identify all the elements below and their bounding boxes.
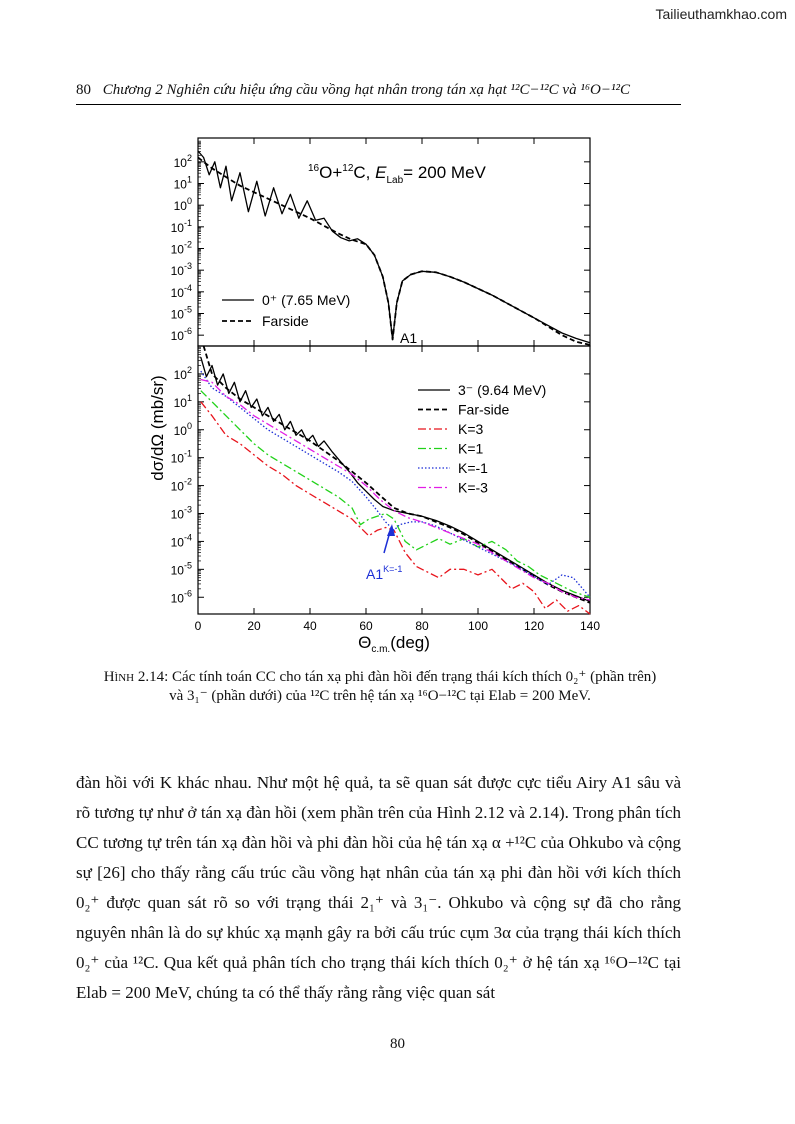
- top-panel-frame: [198, 138, 590, 346]
- x-tick-labels: [195, 619, 601, 633]
- bottom-legend-label: K=3: [458, 421, 484, 437]
- bottom-y-tick-label: $10^0$: [173, 420, 192, 438]
- running-head-rule: [76, 104, 681, 105]
- bottom-y-tick-label: $10^{-4}$: [170, 532, 192, 550]
- top-legend-label-farside: Farside: [262, 313, 309, 329]
- top-legend-label-0plus: 0⁺ (7.65 MeV): [262, 292, 351, 308]
- bottom-y-tick-label: $10^{-3}$: [170, 504, 192, 522]
- bottom-y-tick-label: $10^{-5}$: [170, 560, 192, 578]
- bottom-y-tick-label: $10^{-2}$: [170, 476, 192, 494]
- figure-caption: [100, 668, 660, 706]
- top-y-tick-label: $10^{-3}$: [170, 261, 192, 279]
- caption-label: Hình 2.14:: [103, 669, 169, 685]
- bottom-y-tick-label: $10^2$: [173, 364, 192, 382]
- top-y-tick-label: $10^{-5}$: [170, 304, 192, 322]
- caption-text: Các tính toán CC cho tán xạ phi đàn hồi đến trạng thái kích thích 0₂⁺ (phần trên) và 3₁⁻ (phần dưới) của ¹²C trên hệ tán xạ ¹⁶O−¹²C tại Elab = 200 MeV.: [169, 669, 657, 704]
- x-tick-label: 0: [194, 619, 202, 633]
- bottom-legend: [418, 382, 546, 496]
- running-head: [76, 82, 681, 99]
- bottom-y-tick-labels: [171, 365, 192, 605]
- running-head-title: Chương 2 Nghiên cứu hiệu ứng cầu vồng hạt nhân trong tán xạ hạt ¹²C−¹²C và ¹⁶O−¹²C: [102, 82, 630, 98]
- x-tick-label: 80: [415, 619, 429, 633]
- running-head-page-number: 80: [76, 82, 91, 98]
- top-y-tick-labels: [171, 153, 192, 343]
- watermark: Tailieuthamkhao.com: [655, 6, 787, 22]
- x-axis-label: $\Theta_{c.m.}(deg)$: [358, 633, 430, 655]
- bottom-y-tick-label: $10^{-1}$: [170, 448, 192, 466]
- bottom-legend-label: Far-side: [458, 401, 510, 418]
- bottom-y-tick-label: $10^1$: [173, 392, 192, 410]
- top-y-tick-label: $10^{-2}$: [170, 239, 192, 257]
- top-y-tick-label: $10^{-4}$: [170, 282, 192, 300]
- footer-page-number: 80: [390, 1036, 405, 1052]
- top-y-tick-label: $10^{-1}$: [170, 217, 192, 235]
- axis-ticks: [198, 138, 590, 614]
- x-tick-label: 20: [247, 619, 261, 633]
- x-tick-label: 120: [523, 619, 545, 633]
- figure-2-14: [140, 128, 610, 658]
- top-annotation-a1: A1: [400, 330, 418, 346]
- top-panel-title: $^{16}$O+$^{12}$C, $E_{Lab}= 200$ MeV: [308, 163, 486, 186]
- y-axis-label: dσ/dΩ (mb/sr): [148, 375, 167, 481]
- bottom-annotation-a1: $A1^{K=-1}$: [366, 564, 403, 582]
- x-tick-label: 140: [579, 619, 601, 633]
- top-y-tick-label: $10^0$: [173, 196, 192, 214]
- bottom-y-tick-label: $10^{-6}$: [170, 588, 192, 606]
- bottom-legend-label: K=-1: [458, 460, 488, 476]
- x-tick-label: 40: [303, 619, 317, 633]
- bottom-legend-label: 3⁻ (9.64 MeV): [458, 382, 547, 398]
- bottom-legend-label: K=1: [458, 440, 484, 457]
- bottom-legend-label: K=-3: [458, 479, 488, 496]
- x-tick-label: 100: [467, 619, 489, 633]
- x-tick-label: 60: [359, 619, 373, 633]
- top-y-tick-label: $10^1$: [173, 174, 192, 192]
- top-y-tick-label: $10^2$: [173, 152, 192, 170]
- body-paragraph: đàn hồi với K khác nhau. Như một hệ quả, ta sẽ quan sát được cực tiểu Airy A1 sâu và rõ tương tự như ở tán xạ đàn hồi (xem phần trên của Hình 2.12 và 2.14). Trong phân tích CC tương tự trên tán xạ đàn hồi và phi đàn hồi của hệ tán xạ α +¹²C của Ohkubo và cộng sự [26] cho thấy rằng cấu trúc cầu vồng hạt nhân của tán xạ phi đàn hồi với kích thích 0₂⁺ được quan sát rõ so với trạng thái 2₁⁺ và 3₁⁻. Ohkubo và cộng sự đã cho rằng nguyên nhân là do sự khúc xạ mạnh gây ra bởi cấu trúc cụm 3α của trạng thái kích thích 0₂⁺ của ¹²C. Qua kết quả phân tích cho trạng thái kích thích 0₂⁺ ở hệ tán xạ ¹⁶O−¹²C tại Elab = 200 MeV, chúng ta có thể thấy rằng rằng việc quan sát: [76, 773, 681, 1002]
- top-y-tick-label: $10^{-6}$: [170, 326, 192, 344]
- body-text: [76, 768, 681, 1008]
